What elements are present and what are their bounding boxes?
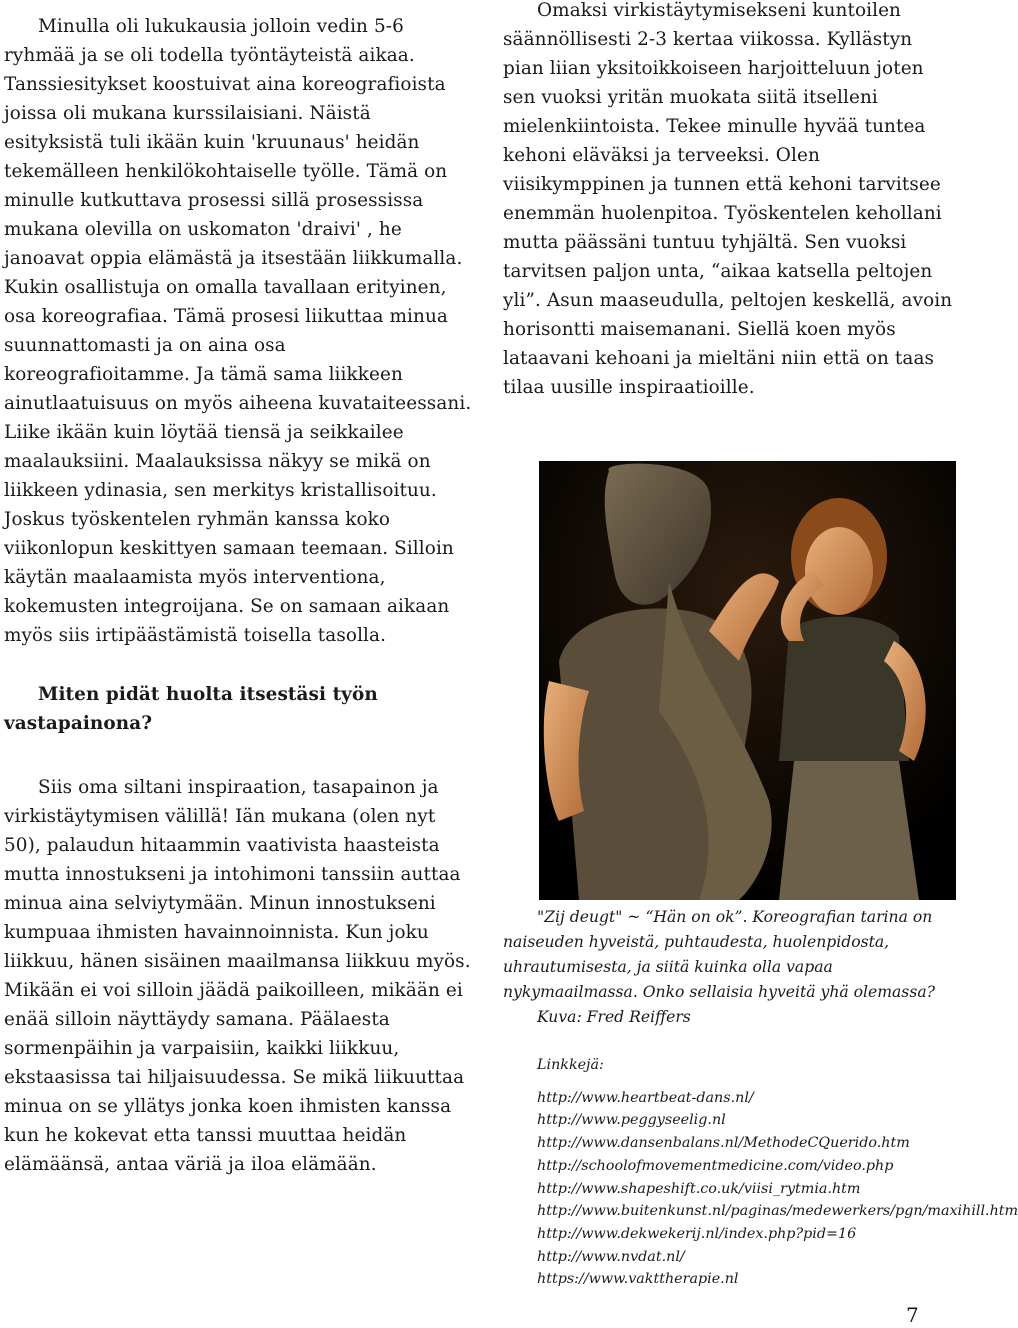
body-paragraph: Siis oma siltani inspiraation, tasapainon ja virkistäytymisen välillä! Iän mukana (olen nyt 50), palaudun hitaammin vaativista haasteista mutta innostukseni ja intohimoni tanssiin auttaa minua aina selviytymään. Minun innostukseni kumpuaa ihmisten havainnoinnista. Kun joku liikkuu, hänen sisäinen maailmansa liikkuu myös. Mikään ei voi silloin jäädä paikoilleen, mikään ei enää silloin näyttäydy samana. Päälaesta sormenpäihin ja varpaisiin, kaikki liikkuu, ekstaasissa tai hiljaisuudessa. Se mikä liikuuttaa minua on se yllätys jonka koen ihmisten kanssa kun he kokevat etta tanssi muuttaa heidän elämäänsä, antaa väriä ja iloa elämään. <box>4 777 471 1175</box>
link-item[interactable]: http://www.dekwekerij.nl/index.php?pid=16 <box>537 1225 857 1242</box>
link-item[interactable]: https://www.vakttherapie.nl <box>537 1271 739 1288</box>
body-paragraph: Omaksi virkistäytymisekseni kuntoilen säännöllisesti 2-3 kertaa viikossa. Kyllästyn pian liian yksitoikkoiseen harjoitteluun joten sen vuoksi yritän muokata siitä itselleni mielenkiintoista. Tekee minulle hyvää tuntea kehoni eläväksi ja terveeksi. Olen viisikymppinen ja tunnen että kehoni tarvitsee enemmän huolenpitoa. Työskentelen kehollani mutta päässäni tuntuu tyhjältä. Sen vuoksi tarvitsen paljon unta, “aikaa katsella peltojen yli”. Asun maaseudulla, peltojen keskellä, avoin horisontti maisemanani. Siellä koen myös lataavani kehoani ja mieltäni niin että on taas tilaa uusille inspiraatioille. <box>503 0 953 398</box>
links-label: Linkkejä: <box>537 1057 604 1073</box>
caption-text: "Zij deugt" ~ “Hän on ok”. Koreografian tarina on naiseuden hyveistä, puhtaudesta, huolenpidosta, uhrautumisesta, ja siitä kuinka olla vapaa nykymaailmassa. Onko sellaisia hyveitä yhä olemassa? <box>503 908 935 1001</box>
photo-credit: Kuva: Fred Reiffers <box>537 1008 691 1026</box>
photo-caption <box>503 905 953 1030</box>
right-column <box>503 0 953 402</box>
interview-question-heading: Miten pidät huolta itsestäsi työn vastapainona? <box>4 684 378 734</box>
link-item[interactable]: http://schoolofmovementmedicine.com/video.php <box>537 1157 894 1174</box>
left-column <box>4 12 472 1179</box>
link-item[interactable]: http://www.heartbeat-dans.nl/ <box>537 1089 754 1106</box>
links-list <box>537 1054 1018 1291</box>
link-item[interactable]: http://www.shapeshift.co.uk/viisi_rytmia.htm <box>537 1180 861 1197</box>
link-item[interactable]: http://www.buitenkunst.nl/paginas/medewerkers/pgn/maxihill.htm <box>537 1203 1018 1220</box>
page-number: 7 <box>906 1303 919 1327</box>
link-item[interactable]: http://www.nvdat.nl/ <box>537 1248 685 1265</box>
link-item[interactable]: http://www.dansenbalans.nl/MethodeCQuerido.htm <box>537 1135 910 1152</box>
body-paragraph: Minulla oli lukukausia jolloin vedin 5-6 ryhmää ja se oli todella työntäyteistä aikaa. Tanssiesitykset koostuivat aina koreografioista joissa oli mukana kurssilaisiani. Näistä esityksistä tuli ikään kuin 'kruunaus' heidän tekemälleen henkilökohtaiselle työlle. Tämä on minulle kutkuttava prosessi sillä prosessissa mukana olevilla on uskomaton 'draivi' , he janoavat oppia elämästä ja itsestään liikkumalla. Kukin osallistuja on omalla tavallaan erityinen, osa koreografiaa. Tämä prosesi liikuttaa minua suunnattomasti ja on aina osa koreografioitamme. Ja tämä sama liikkeen ainutlaatuisuus on myös aiheena kuvataiteessani. Liike ikään kuin löytää tiensä ja seikkailee maalauksiini. Maalauksissa näkyy se mikä on liikkeen ydinasia, sen merkitys kristallisoituu. Joskus työskentelen ryhmän kanssa koko viikonlopun keskittyen samaan teemaan. Silloin käytän maalaamista myös interventiona, kokemusten integroijana. Se on samaan aikaan myös siis irtipäästämistä toisella tasolla. <box>4 16 472 646</box>
dance-photo <box>539 461 956 900</box>
dance-photo-image <box>539 461 956 900</box>
link-item[interactable]: http://www.peggyseelig.nl <box>537 1112 726 1129</box>
